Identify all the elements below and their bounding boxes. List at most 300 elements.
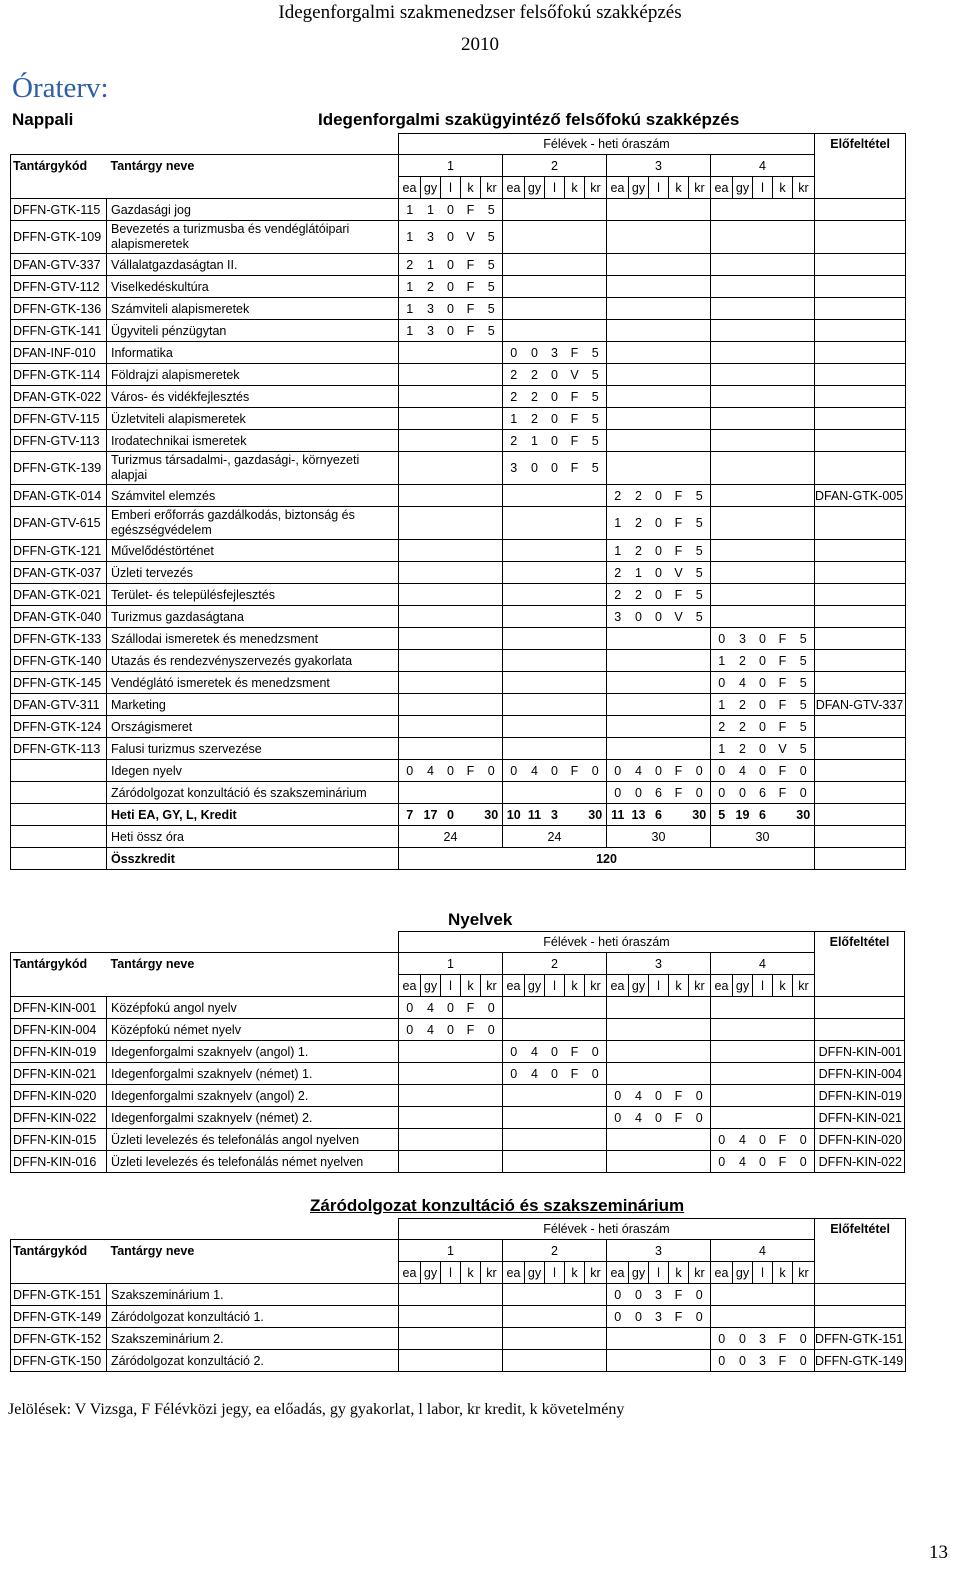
hours-cell: 2 [607, 485, 629, 507]
prerequisite-header: Előfeltétel [815, 932, 905, 953]
hours-cell: 1 [399, 276, 421, 298]
subcol-header: gy [733, 1262, 753, 1284]
hours-cell [441, 1328, 461, 1350]
hours-cell: 1 [629, 562, 649, 584]
hours-cell: 5 [481, 199, 503, 221]
subcol-header: k [669, 1262, 689, 1284]
hours-cell [545, 540, 565, 562]
hours-cell: 0 [629, 1306, 649, 1328]
hours-cell [689, 997, 711, 1019]
total-hours-cell: 30 [607, 826, 711, 848]
table-row [11, 1284, 906, 1306]
subcol-header: l [753, 975, 773, 997]
subject-name: Számvitel elemzés [107, 485, 399, 507]
hours-cell [399, 584, 421, 606]
hours-cell [461, 1085, 481, 1107]
hours-cell: 0 [711, 1129, 733, 1151]
subcol-header: kr [585, 975, 607, 997]
hours-cell: 4 [525, 760, 545, 782]
weekly-total-cell: 30 [481, 804, 503, 826]
hours-cell [565, 1085, 585, 1107]
hours-cell [793, 199, 815, 221]
subcol-header: k [565, 1262, 585, 1284]
spacer-cell [107, 932, 399, 953]
hours-cell [649, 298, 669, 320]
subject-name: Marketing [107, 694, 399, 716]
spacer-cell [815, 1240, 906, 1262]
hours-cell [773, 1019, 793, 1041]
subject-code: DFAN-GTK-022 [11, 386, 107, 408]
hours-cell [607, 1328, 629, 1350]
subject-code: DFAN-GTV-311 [11, 694, 107, 716]
hours-cell [753, 276, 773, 298]
hours-cell [607, 650, 629, 672]
hours-cell: F [565, 1063, 585, 1085]
hours-cell [773, 1041, 793, 1063]
subject-code: DFFN-GTK-136 [11, 298, 107, 320]
hours-cell [565, 540, 585, 562]
hours-cell [565, 276, 585, 298]
hours-cell: 2 [629, 485, 649, 507]
hours-cell [503, 1284, 525, 1306]
semester-header: 1 [399, 1240, 503, 1262]
hours-cell: F [773, 1328, 793, 1350]
table-row [11, 430, 906, 452]
hours-cell: 0 [649, 1107, 669, 1129]
hours-cell: 5 [585, 408, 607, 430]
subject-name: Város- és vidékfejlesztés [107, 386, 399, 408]
hours-cell [461, 650, 481, 672]
hours-cell: 1 [399, 199, 421, 221]
hours-cell [607, 716, 629, 738]
hours-cell [481, 1306, 503, 1328]
hours-cell [607, 1063, 629, 1085]
hours-cell [399, 672, 421, 694]
hours-cell [503, 1019, 525, 1041]
hours-cell: V [669, 562, 689, 584]
table-row [11, 1019, 905, 1041]
hours-cell: 5 [793, 672, 815, 694]
hours-cell [399, 386, 421, 408]
hours-cell: 0 [545, 1041, 565, 1063]
hours-cell [649, 997, 669, 1019]
hours-cell: 2 [629, 584, 649, 606]
hours-cell [481, 606, 503, 628]
hours-cell [585, 507, 607, 540]
hours-cell [689, 199, 711, 221]
hours-cell [793, 221, 815, 254]
hours-cell [421, 540, 441, 562]
hours-cell: 0 [585, 760, 607, 782]
hours-cell: 5 [689, 485, 711, 507]
hours-cell: F [773, 672, 793, 694]
hours-cell [565, 606, 585, 628]
hours-cell [607, 254, 629, 276]
hours-cell [525, 221, 545, 254]
section-title: Záródolgozat konzultáció és szakszeminárium [310, 1196, 685, 1215]
hours-cell [773, 1085, 793, 1107]
hours-cell [773, 342, 793, 364]
hours-cell [773, 430, 793, 452]
hours-cell [649, 672, 669, 694]
hours-cell [565, 1350, 585, 1372]
subcol-header: gy [525, 1262, 545, 1284]
subject-name: Művelődéstörténet [107, 540, 399, 562]
hours-cell [525, 562, 545, 584]
weekly-total-cell: 6 [753, 804, 773, 826]
hours-cell [503, 562, 525, 584]
hours-cell: 1 [607, 507, 629, 540]
weekly-total-cell: 11 [607, 804, 629, 826]
spacer-cell [107, 134, 399, 155]
hours-cell [503, 1107, 525, 1129]
subject-code: DFFN-GTK-152 [11, 1328, 107, 1350]
semester-header: 2 [503, 155, 607, 177]
subject-name: Bevezetés a turizmusba és vendéglátóipari alapismeretek [107, 221, 399, 254]
hours-cell [399, 540, 421, 562]
hours-cell [399, 628, 421, 650]
hours-cell [421, 694, 441, 716]
hours-cell [441, 1284, 461, 1306]
hours-cell: F [461, 199, 481, 221]
hours-cell [481, 1151, 503, 1173]
hours-cell: 1 [711, 694, 733, 716]
hours-cell [503, 199, 525, 221]
hours-cell [399, 738, 421, 760]
subcol-header: l [441, 975, 461, 997]
hours-cell [461, 1284, 481, 1306]
hours-cell [565, 562, 585, 584]
hours-cell [753, 1041, 773, 1063]
hours-cell [585, 650, 607, 672]
subcol-header: k [461, 1262, 481, 1284]
hours-cell [503, 540, 525, 562]
hours-cell: F [669, 1107, 689, 1129]
hours-cell [441, 672, 461, 694]
hours-cell [481, 485, 503, 507]
hours-cell [441, 485, 461, 507]
hours-cell [733, 298, 753, 320]
hours-cell [503, 738, 525, 760]
hours-cell [525, 298, 545, 320]
table-row [11, 1151, 905, 1173]
spacer-cell [815, 975, 905, 997]
hours-cell [441, 1107, 461, 1129]
hours-cell [753, 1107, 773, 1129]
hours-cell [481, 562, 503, 584]
hours-cell: 5 [689, 606, 711, 628]
prerequisite [815, 342, 906, 364]
weekly-total-cell: 13 [629, 804, 649, 826]
subject-code: DFFN-GTK-133 [11, 628, 107, 650]
hours-cell [565, 1328, 585, 1350]
hours-cell [461, 430, 481, 452]
subcol-header: ea [503, 1262, 525, 1284]
table-row [11, 452, 906, 485]
hours-cell [733, 276, 753, 298]
hours-cell [481, 430, 503, 452]
hours-cell [793, 540, 815, 562]
hours-cell [399, 342, 421, 364]
hours-cell [711, 485, 733, 507]
mode-label: Nappali [12, 110, 74, 129]
hours-cell [481, 1328, 503, 1350]
hours-cell: F [565, 452, 585, 485]
subcol-header: kr [793, 1262, 815, 1284]
hours-cell [669, 199, 689, 221]
hours-cell: 5 [689, 540, 711, 562]
hours-cell [399, 1085, 421, 1107]
hours-cell [421, 606, 441, 628]
hours-cell [669, 997, 689, 1019]
table-row [11, 386, 906, 408]
hours-cell [793, 1085, 815, 1107]
hours-cell [399, 1063, 421, 1085]
subcol-header: gy [421, 177, 441, 199]
hours-cell [689, 672, 711, 694]
hours-cell [711, 386, 733, 408]
hours-cell: 2 [525, 408, 545, 430]
hours-cell [441, 430, 461, 452]
hours-cell [733, 254, 753, 276]
hours-cell: 0 [733, 782, 753, 804]
subject-code: DFFN-GTK-141 [11, 320, 107, 342]
hours-cell [461, 1063, 481, 1085]
hours-cell [525, 507, 545, 540]
hours-cell [753, 1019, 773, 1041]
section-title: Idegenforgalmi szakügyintéző felsőfokú szakképzés [318, 110, 740, 129]
prerequisite [815, 199, 906, 221]
hours-cell [545, 320, 565, 342]
subject-code: DFFN-KIN-016 [11, 1151, 107, 1173]
code-header: Tantárgykód [11, 155, 107, 177]
hours-cell: 4 [421, 997, 441, 1019]
hours-cell [565, 298, 585, 320]
hours-cell: 0 [649, 540, 669, 562]
semesters-header: Félévek - heti óraszám [399, 932, 815, 953]
hours-cell [733, 408, 753, 430]
table-row [11, 738, 906, 760]
subject-code: DFFN-GTV-112 [11, 276, 107, 298]
hours-cell [711, 298, 733, 320]
hours-cell [461, 628, 481, 650]
hours-cell [649, 650, 669, 672]
hours-cell [503, 1085, 525, 1107]
hours-cell [629, 694, 649, 716]
hours-cell [421, 1041, 441, 1063]
hours-cell: 2 [525, 364, 545, 386]
hours-cell [421, 716, 441, 738]
hours-cell [461, 672, 481, 694]
hours-cell: 0 [607, 760, 629, 782]
semester-header: 2 [503, 1240, 607, 1262]
hours-cell: 1 [525, 430, 545, 452]
hours-cell [441, 1063, 461, 1085]
hours-cell: 0 [793, 1151, 815, 1173]
prerequisite [815, 364, 906, 386]
prerequisite [815, 672, 906, 694]
hours-cell: 2 [629, 540, 649, 562]
hours-cell [689, 452, 711, 485]
hours-cell [525, 672, 545, 694]
hours-cell [753, 997, 773, 1019]
table-row [11, 1350, 906, 1372]
hours-cell [585, 1107, 607, 1129]
hours-cell [793, 562, 815, 584]
hours-cell [733, 1019, 753, 1041]
hours-cell [649, 694, 669, 716]
hours-cell [481, 1350, 503, 1372]
subject-name: Szállodai ismeretek és menedzsment [107, 628, 399, 650]
subcol-header: k [773, 1262, 793, 1284]
hours-cell [421, 584, 441, 606]
hours-cell [711, 1306, 733, 1328]
hours-cell [585, 298, 607, 320]
hours-cell [793, 507, 815, 540]
hours-cell [545, 485, 565, 507]
semester-header: 1 [399, 953, 503, 975]
hours-cell [753, 507, 773, 540]
hours-cell: 5 [585, 430, 607, 452]
subject-name: Üzletviteli alapismeretek [107, 408, 399, 430]
hours-cell [441, 606, 461, 628]
hours-cell [753, 584, 773, 606]
hours-cell [399, 562, 421, 584]
subcol-header: l [441, 1262, 461, 1284]
hours-cell [753, 221, 773, 254]
hours-cell [585, 1328, 607, 1350]
hours-cell [607, 298, 629, 320]
hours-cell: F [565, 386, 585, 408]
subject-code: DFFN-GTK-140 [11, 650, 107, 672]
hours-cell [565, 221, 585, 254]
hours-cell [753, 386, 773, 408]
hours-cell: 2 [503, 364, 525, 386]
hours-cell: F [669, 540, 689, 562]
table-row [11, 716, 906, 738]
hours-cell [421, 1284, 441, 1306]
hours-cell [481, 507, 503, 540]
hours-cell [711, 276, 733, 298]
hours-cell: 4 [733, 760, 753, 782]
hours-cell [525, 716, 545, 738]
hours-cell [525, 650, 545, 672]
subcol-header: k [565, 975, 585, 997]
hours-cell: 0 [607, 1085, 629, 1107]
hours-cell: 0 [649, 606, 669, 628]
hours-cell: 0 [441, 276, 461, 298]
prerequisite [815, 628, 906, 650]
hours-cell [607, 738, 629, 760]
hours-cell: F [773, 782, 793, 804]
table-row [11, 760, 906, 782]
weekly-total-cell: 5 [711, 804, 733, 826]
prerequisite [815, 650, 906, 672]
hours-cell [565, 199, 585, 221]
table-row [11, 298, 906, 320]
hours-cell [421, 782, 441, 804]
hours-cell [689, 276, 711, 298]
subcol-header: k [773, 975, 793, 997]
subcol-header: gy [733, 177, 753, 199]
prerequisite: DFFN-GTK-151 [815, 1328, 906, 1350]
hours-cell [525, 1019, 545, 1041]
hours-cell [441, 650, 461, 672]
hours-cell [461, 562, 481, 584]
hours-cell: 0 [441, 199, 461, 221]
hours-cell [585, 485, 607, 507]
hours-cell [689, 1129, 711, 1151]
hours-cell [607, 452, 629, 485]
prerequisite [815, 320, 906, 342]
weekly-total-cell [565, 804, 585, 826]
hours-cell [711, 254, 733, 276]
hours-cell [421, 562, 441, 584]
spacer-cell [11, 177, 107, 199]
hours-cell [733, 364, 753, 386]
hours-cell [481, 386, 503, 408]
hours-cell [461, 738, 481, 760]
code-header: Tantárgykód [11, 953, 107, 975]
subject-name: Üzleti levelezés és telefonálás német nyelven [107, 1151, 399, 1173]
subcol-header: ea [503, 177, 525, 199]
hours-cell [669, 408, 689, 430]
hours-cell [689, 430, 711, 452]
hours-cell [773, 606, 793, 628]
hours-cell [607, 430, 629, 452]
hours-cell: 0 [793, 760, 815, 782]
hours-cell [421, 485, 441, 507]
hours-cell: 3 [421, 298, 441, 320]
hours-cell: 5 [585, 386, 607, 408]
semester-header: 3 [607, 155, 711, 177]
hours-cell: F [565, 342, 585, 364]
subject-name: Idegenforgalmi szaknyelv (angol) 1. [107, 1041, 399, 1063]
hours-cell: 3 [753, 1350, 773, 1372]
hours-cell [733, 1306, 753, 1328]
hours-cell: 0 [689, 1284, 711, 1306]
hours-cell [545, 1284, 565, 1306]
hours-cell [399, 408, 421, 430]
hours-cell [565, 584, 585, 606]
hours-cell [481, 408, 503, 430]
hours-cell [629, 199, 649, 221]
hours-cell [629, 364, 649, 386]
hours-cell: F [565, 760, 585, 782]
hours-cell [733, 199, 753, 221]
hours-cell [689, 408, 711, 430]
hours-cell: 0 [545, 386, 565, 408]
weekly-total-cell [773, 804, 793, 826]
hours-cell [565, 507, 585, 540]
table-row [11, 782, 906, 804]
hours-cell [421, 1085, 441, 1107]
hours-cell [503, 672, 525, 694]
spacer-cell [11, 1262, 107, 1284]
prerequisite [815, 760, 906, 782]
subject-code: DFFN-KIN-019 [11, 1041, 107, 1063]
hours-cell [461, 485, 481, 507]
hours-cell: F [461, 997, 481, 1019]
hours-cell [503, 606, 525, 628]
hours-cell [545, 199, 565, 221]
hours-cell [399, 507, 421, 540]
hours-cell [525, 584, 545, 606]
hours-cell [669, 221, 689, 254]
weekly-total-cell: 7 [399, 804, 421, 826]
hours-cell [669, 298, 689, 320]
semester-header: 1 [399, 155, 503, 177]
